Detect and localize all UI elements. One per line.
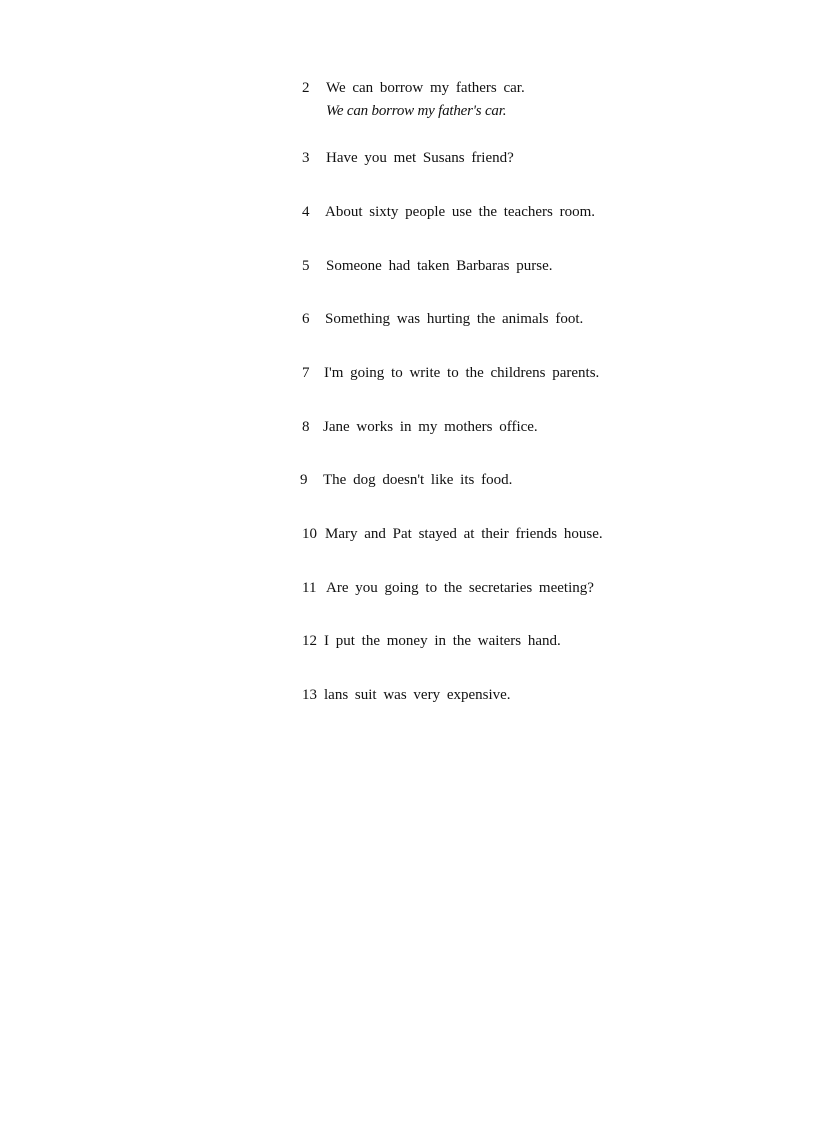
item-sentence: Have you met Susans friend?	[326, 150, 514, 166]
item-number: 12	[302, 633, 317, 649]
item-sentence: Are you going to the secretaries meeting?	[326, 580, 594, 596]
item-number: 6	[302, 311, 310, 327]
example-answer: We can borrow my father's car.	[326, 103, 507, 119]
exercise-item-3	[302, 150, 514, 167]
item-number: 10	[302, 526, 317, 542]
exercise-item-2	[302, 80, 525, 97]
exercise-item-12	[302, 633, 561, 650]
item-sentence: lans suit was very expensive.	[324, 687, 511, 703]
exercise-item-11	[302, 580, 594, 597]
item-sentence: Something was hurting the animals foot.	[325, 311, 584, 327]
item-sentence: Mary and Pat stayed at their friends house.	[325, 526, 603, 542]
exercise-item-9	[300, 472, 512, 489]
item-number: 7	[302, 365, 310, 381]
item-number: 8	[302, 419, 310, 435]
item-sentence: We can borrow my fathers car.	[326, 80, 525, 96]
item-sentence: The dog doesn't like its food.	[323, 472, 513, 488]
exercise-item-10	[302, 526, 603, 543]
item-number: 3	[302, 150, 310, 166]
exercise-item-8	[302, 419, 538, 436]
exercise-item-7	[302, 365, 599, 382]
item-number: 2	[302, 80, 310, 96]
item-sentence: About sixty people use the teachers room.	[325, 204, 596, 220]
item-sentence: I put the money in the waiters hand.	[324, 633, 561, 649]
exercise-item-4	[302, 204, 595, 221]
item-number: 4	[302, 204, 310, 220]
item-sentence: Someone had taken Barbaras purse.	[326, 258, 553, 274]
item-number: 13	[302, 687, 317, 703]
exercise-item-6	[302, 311, 583, 328]
item-sentence: Jane works in my mothers office.	[323, 419, 538, 435]
item-number: 11	[302, 580, 317, 596]
exercise-item-5	[302, 258, 553, 275]
exercise-item-13	[302, 687, 511, 704]
item-number: 5	[302, 258, 310, 274]
item-number: 9	[300, 472, 308, 488]
item-sentence: I'm going to write to the childrens parents.	[324, 365, 600, 381]
